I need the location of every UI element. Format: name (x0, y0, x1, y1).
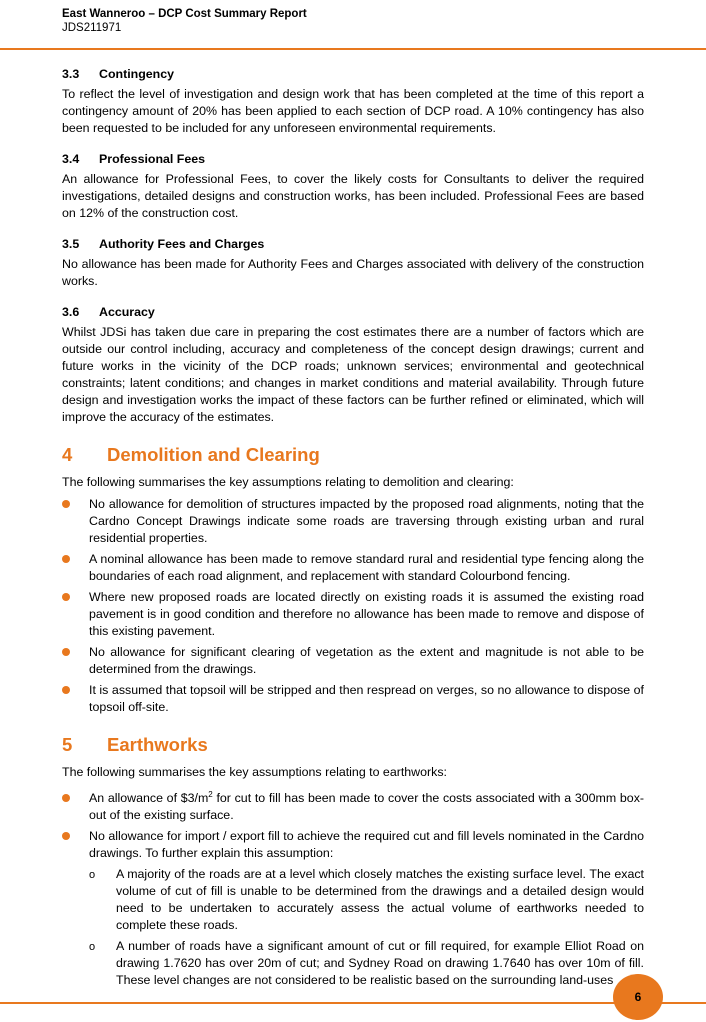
sub-list-item: o A majority of the roads are at a level which closely matches the existing surface level. The exact volume of cut of fill is unable to be determined from the drawings and a detailed design would need to be undertaken to accurately assess the actual volume of earthworks needed to complete these roads. (89, 867, 644, 932)
circle-bullet-icon: o (89, 869, 96, 881)
bullet-icon (62, 686, 70, 694)
bullet-icon (62, 648, 70, 656)
footer-rule (0, 1002, 706, 1004)
section-5-intro: The following summarises the key assumptions relating to earthworks: (62, 765, 447, 779)
section-3-4-heading: 3.4 Professional Fees (62, 152, 206, 166)
list-item: No allowance for significant clearing of vegetation as the extent and magnitude is not able to be determined from the drawings. (62, 644, 644, 678)
bullet-icon (62, 593, 70, 601)
page-header (62, 7, 307, 35)
section-3-5-text: No allowance has been made for Authority Fees and Charges associated with delivery of the construction works. (62, 257, 644, 288)
bullet-icon (62, 832, 70, 840)
list-item: A nominal allowance has been made to remove standard rural and residential type fencing along the boundaries of each road alignment, and replacement with standard Colourbond fencing. (62, 551, 644, 585)
list-item: No allowance for import / export fill to achieve the required cut and fill levels nominated in the Cardno drawings. To further explain this assumption: (62, 828, 644, 862)
bullet-icon (62, 794, 70, 802)
section-5-heading: 5 Earthworks (62, 734, 208, 755)
header-rule (0, 48, 706, 50)
report-title: East Wanneroo – DCP Cost Summary Report (62, 8, 307, 20)
bullet-icon (62, 500, 70, 508)
list-item: Where new proposed roads are located directly on existing roads it is assumed the existing road pavement is in good condition and therefore no allowance has been made to remove and dispose of this existing pavement. (62, 589, 644, 640)
list-item: No allowance for demolition of structures impacted by the proposed road alignments, noting that the Cardno Concept Drawings indicate some roads are traversing through existing urban and rural residential properties. (62, 496, 644, 547)
section-3-6-text: Whilst JDSi has taken due care in preparing the cost estimates there are a number of factors which are outside our control including, accuracy and completeness of the concept design drawings; current and future works in the vicinity of the DCP roads; unknown services; environmental and geotechnical constraints; latent conditions; and changes in market conditions and material availability. Through future design and investigation works the impact of these factors can be further refined or eliminated, which will improve the accuracy of the estimates. (62, 325, 644, 424)
bullet-icon (62, 555, 70, 563)
circle-bullet-icon: o (89, 941, 96, 953)
section-4-heading: 4 Demolition and Clearing (62, 444, 320, 465)
section-3-3-text: To reflect the level of investigation and design work that has been completed at the time of this report a contingency amount of 20% has been applied to each section of DCP road. A 10% contingency has also been requested to be included for any unforeseen environmental requirements. (62, 87, 644, 135)
document-id: JDS211971 (62, 22, 122, 34)
page-number-badge: 6 (613, 974, 663, 1020)
section-3-6-heading: 3.6 Accuracy (62, 305, 155, 319)
section-3-4-text: An allowance for Professional Fees, to cover the likely costs for Consultants to deliver the required investigations, detailed designs and construction works, has been included. Professional Fees are based on 12% of the construction cost. (62, 172, 644, 220)
section-3-3-heading: 3.3 Contingency (62, 67, 175, 81)
list-item: It is assumed that topsoil will be stripped and then respread on verges, so no allowance to dispose of topsoil off-site. (62, 682, 644, 716)
sub-list-item: o A number of roads have a significant amount of cut or fill required, for example Elliot Road on drawing 1.7620 has over 20m of cut; and Sydney Road on drawing 1.7640 has over 10m of fill. These level changes are not considered to be realistic based on the surrounding land-uses (89, 939, 644, 987)
page-content (62, 66, 644, 993)
section-3-5-heading: 3.5 Authority Fees and Charges (62, 237, 265, 251)
list-item: An allowance of $\$3/m^2$ for cut to fill has been made to cover the costs associated with a 300mm box-out of the existing surface. (62, 790, 644, 824)
section-4-intro: The following summarises the key assumptions relating to demolition and clearing: (62, 475, 514, 489)
